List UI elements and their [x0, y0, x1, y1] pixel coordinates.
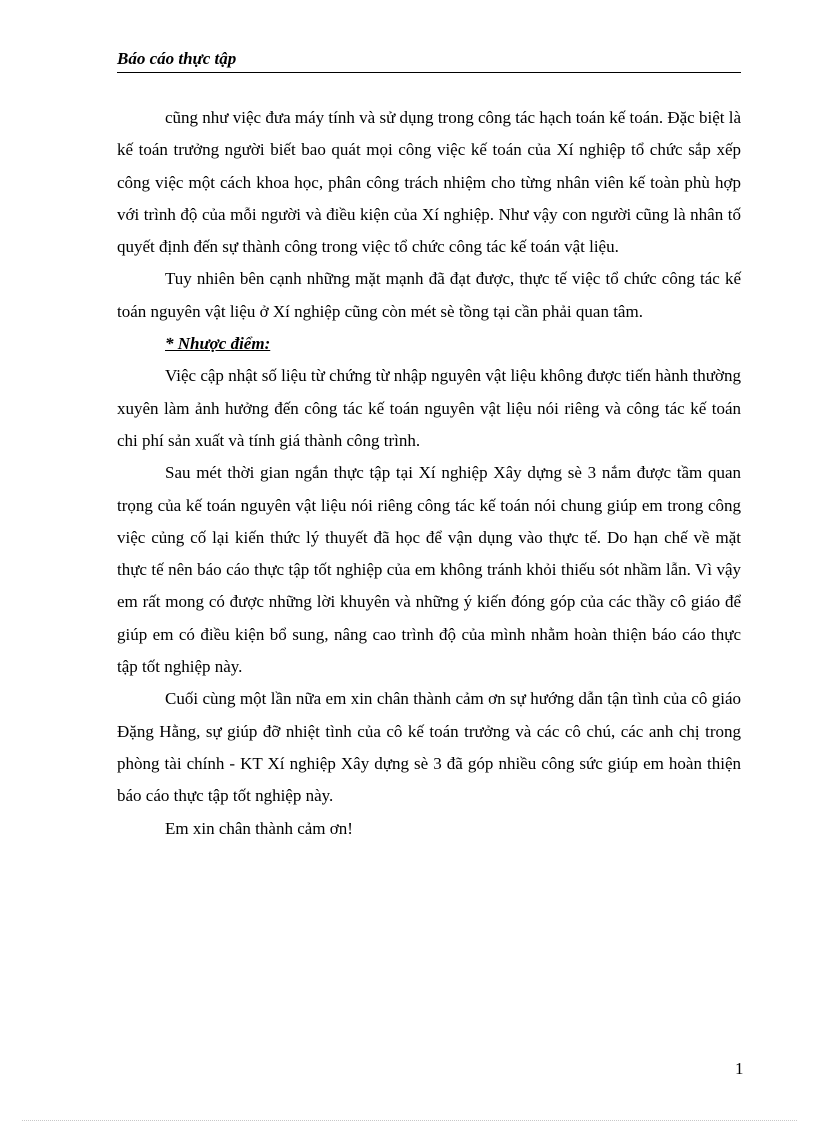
document-body [117, 102, 741, 845]
header-title: Báo cáo thực tập [117, 49, 237, 68]
paragraph-intro: cũng như việc đưa máy tính và sử dụng trong công tác hạch toán kế toán. Đặc biệt là kế toán trưởng người biết bao quát mọi công việc kế toán của Xí nghiệp tổ chức sắp xếp công việc một cách khoa học, phân công trách nhiệm cho từng nhân viên kế toàn phù hợp với trình độ của mỗi người và điều kiện của Xí nghiệp. Như vậy con người cũng là nhân tố quyết định đến sự thành công trong việc tổ chức công tác kế toán vật liệu. [117, 108, 741, 257]
header-rule [117, 72, 741, 73]
section-heading-weaknesses: * Nhược điểm: [165, 334, 271, 354]
paragraph-weakness: Việc cập nhật số liệu từ chứng từ nhập nguyên vật liệu không được tiến hành thường xuyên làm ảnh hưởng đến công tác kế toán nguyên vật liệu nói riêng và công tác kế toán chi phí sản xuất và tính giá thành công trình. [117, 366, 741, 450]
paragraph-internship: Sau mét thời gian ngắn thực tập tại Xí nghiệp Xây dựng sè 3 nắm được tầm quan trọng của kế toán nguyên vật liệu nói riêng công tác kế toán nói chung giúp em trong công việc củng cố lại kiến thức lý thuyết đã học để vận dụng vào thực tế. Do hạn chế về mặt thực tế nên báo cáo thực tập tốt nghiệp của em không tránh khỏi thiếu sót nhầm lẫn. Vì vậy em rất mong có được những lời khuyên và những ý kiến đóng góp của các thầy cô giáo để giúp em có điều kiện bổ sung, nâng cao trình độ của mình nhằm hoàn thiện báo cáo thực tập tốt nghiệp này. [117, 463, 741, 677]
paragraph-closing: Em xin chân thành cảm ơn! [165, 818, 353, 838]
paragraph-however: Tuy nhiên bên cạnh những mặt mạnh đã đạt được, thực tế việc tổ chức công tác kế toán nguyên vật liệu ở Xí nghiệp cũng còn mét sè tồng tại cần phải quan tâm. [117, 269, 741, 321]
page-header [117, 48, 741, 73]
page-number: 1 [735, 1059, 744, 1078]
paragraph-thanks: Cuối cùng một lần nữa em xin chân thành cảm ơn sự hướng dẫn tận tình của cô giáo Đặng Hằng, sự giúp đỡ nhiệt tình của cô kế toán trưởng và các cô chú, các anh chị trong phòng tài chính - KT Xí nghiệp Xây dựng sè 3 đã góp nhiều công sức giúp em hoàn thiện báo cáo thực tập tốt nghiệp này. [117, 689, 741, 806]
footer-divider [22, 1120, 797, 1121]
